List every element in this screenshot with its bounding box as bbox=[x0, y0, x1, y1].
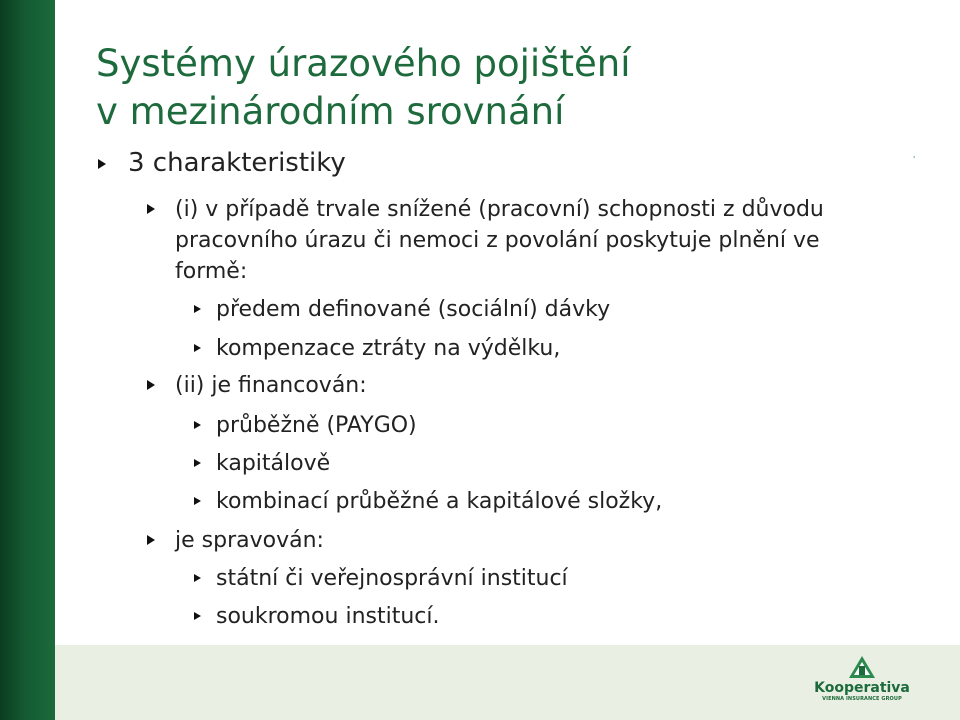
bullet-text: průběžně (PAYGO) bbox=[216, 413, 417, 438]
bullet-arrow-icon bbox=[194, 305, 201, 313]
bullet-arrow-icon bbox=[194, 459, 201, 467]
logo-name: Kooperativa bbox=[814, 680, 910, 696]
bullet-text: soukromou institucí. bbox=[216, 604, 440, 629]
bullet-level3 bbox=[216, 448, 330, 479]
left-sidebar-bar bbox=[0, 0, 55, 720]
bullet-level2 bbox=[175, 370, 895, 401]
bullet-level2 bbox=[175, 194, 895, 287]
kooperativa-logo bbox=[812, 655, 912, 713]
bullet-arrow-icon bbox=[147, 535, 155, 545]
bullet-text: kapitálově bbox=[216, 451, 331, 476]
decorative-mark-icon: ' bbox=[913, 155, 916, 164]
slide-title-line-2: v mezinárodním srovnání bbox=[96, 90, 565, 133]
logo-subtitle: VIENNA INSURANCE GROUP bbox=[822, 696, 902, 702]
bullet-level3 bbox=[216, 333, 560, 364]
bullet-level2 bbox=[175, 525, 895, 556]
kooperativa-triangle-logo-icon bbox=[848, 655, 876, 679]
bullet-level3 bbox=[216, 410, 417, 441]
bullet-arrow-icon bbox=[194, 574, 201, 582]
bullet-text: (ii) je financován: bbox=[175, 373, 367, 398]
bullet-arrow-icon bbox=[194, 612, 201, 620]
bullet-text: (i) v případě trvale snížené (pracovní) schopnosti z důvodu pracovního úrazu či nemoci z povolání poskytuje plnění ve formě: bbox=[175, 197, 824, 284]
bullet-arrow-icon bbox=[147, 380, 155, 390]
bullet-text: státní či veřejnosprávní institucí bbox=[216, 566, 568, 591]
slide-title-line-1: Systémy úrazového pojištění bbox=[96, 42, 631, 85]
bullet-text: je spravován: bbox=[175, 528, 324, 553]
bullet-level1 bbox=[128, 148, 346, 179]
bullet-level3 bbox=[216, 601, 439, 632]
slide-title bbox=[96, 40, 916, 136]
bullet-text: kompenzace ztráty na výdělku, bbox=[216, 336, 561, 361]
bullet-level3 bbox=[216, 563, 568, 594]
bullet-arrow-icon bbox=[147, 204, 155, 214]
bullet-text: 3 charakteristiky bbox=[128, 148, 346, 178]
bullet-arrow-icon bbox=[194, 497, 201, 505]
bullet-level3 bbox=[216, 294, 610, 325]
bullet-arrow-icon bbox=[194, 344, 201, 352]
bullet-arrow-icon bbox=[98, 159, 106, 169]
bullet-arrow-icon bbox=[194, 421, 201, 429]
bullet-level3 bbox=[216, 486, 662, 517]
bullet-text: předem definované (sociální) dávky bbox=[216, 297, 611, 322]
bullet-text: kombinací průběžné a kapitálové složky, bbox=[216, 489, 663, 514]
